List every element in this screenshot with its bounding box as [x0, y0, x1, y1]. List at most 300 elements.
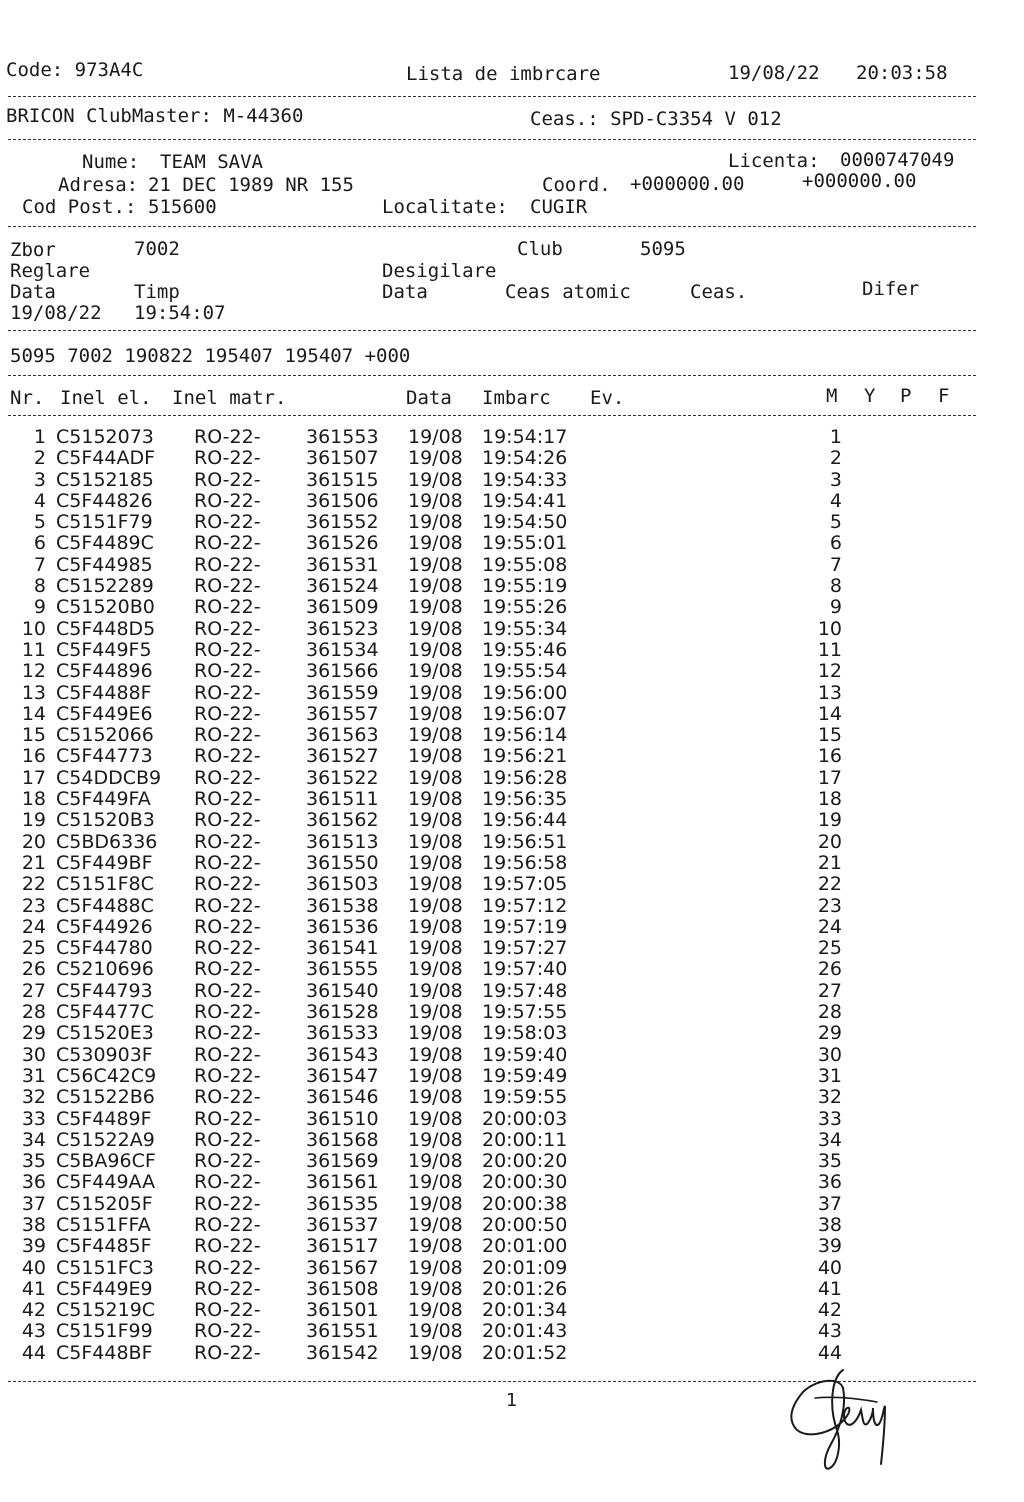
- table-row: [0, 1066, 1024, 1087]
- arrival-date: 19/08: [408, 1064, 463, 1087]
- arrival-date: 19/08: [408, 447, 463, 470]
- ring-number: 361543: [306, 1043, 379, 1066]
- arrival-time: 19:57:55: [482, 1001, 568, 1024]
- ring-number: 361513: [306, 830, 379, 853]
- electronic-ring: C5152289: [56, 575, 154, 598]
- ring-number: 361503: [306, 873, 379, 896]
- arrival-date: 19/08: [408, 532, 463, 555]
- table-row: [0, 576, 1024, 597]
- ring-prefix: RO-22-: [194, 511, 261, 534]
- table-row: [0, 1194, 1024, 1215]
- table-row: [0, 704, 1024, 725]
- table-row: [0, 725, 1024, 746]
- electronic-ring: C51520B0: [56, 596, 155, 619]
- separator: [8, 226, 976, 227]
- electronic-ring: C515219C: [56, 1299, 156, 1322]
- rank-m: 40: [817, 1256, 842, 1279]
- ring-prefix: RO-22-: [194, 702, 261, 725]
- arrival-time: 19:59:49: [482, 1064, 568, 1087]
- row-number: 11: [21, 638, 46, 661]
- rank-m: 37: [817, 1192, 842, 1215]
- ring-number: 361501: [306, 1299, 379, 1322]
- arrival-time: 19:55:08: [482, 553, 568, 576]
- rank-m: 34: [817, 1128, 842, 1151]
- electronic-ring: C5151FFA: [56, 1213, 151, 1236]
- rank-m: 24: [817, 915, 842, 938]
- row-number: 9: [33, 596, 46, 619]
- ring-prefix: RO-22-: [194, 638, 261, 661]
- table-row: [0, 1236, 1024, 1257]
- name-label: Nume:: [82, 151, 140, 173]
- arrival-date: 19/08: [408, 894, 463, 917]
- arrival-time: 19:59:40: [482, 1043, 568, 1066]
- arrival-time: 20:01:00: [482, 1235, 568, 1258]
- table-row: [0, 1109, 1024, 1130]
- arrival-time: 19:57:40: [482, 958, 568, 981]
- locality: CUGIR: [530, 196, 588, 218]
- ring-number: 361510: [306, 1107, 379, 1130]
- arrival-time: 19:54:26: [482, 447, 568, 470]
- electronic-ring: C5F449E9: [56, 1277, 153, 1300]
- row-number: 26: [21, 958, 46, 981]
- rank-m: 17: [817, 766, 842, 789]
- arrival-date: 19/08: [408, 724, 463, 747]
- row-number: 15: [21, 724, 46, 747]
- arrival-time: 20:01:09: [482, 1256, 568, 1279]
- data-label: Data: [10, 281, 56, 303]
- rank-m: 41: [817, 1277, 842, 1300]
- arrival-time: 19:55:34: [482, 617, 568, 640]
- table-row: [0, 1002, 1024, 1023]
- table-row: [0, 619, 1024, 640]
- arrival-time: 20:01:26: [482, 1277, 568, 1300]
- ring-prefix: RO-22-: [194, 553, 261, 576]
- ring-prefix: RO-22-: [194, 1001, 261, 1024]
- arrival-time: 19:54:33: [482, 468, 568, 491]
- arrival-date: 19/08: [408, 1213, 463, 1236]
- ring-prefix: RO-22-: [194, 1235, 261, 1258]
- row-number: 27: [21, 979, 46, 1002]
- timp-label: Timp: [134, 281, 180, 303]
- arrival-date: 19/08: [408, 1022, 463, 1045]
- arrival-time: 19:56:58: [482, 851, 568, 874]
- rank-m: 25: [817, 937, 842, 960]
- table-row: [0, 1172, 1024, 1193]
- row-number: 6: [33, 532, 46, 555]
- table-row: [0, 810, 1024, 831]
- rank-m: 2: [829, 447, 842, 470]
- electronic-ring: C5151F79: [56, 511, 153, 534]
- data-label-2: Data: [382, 281, 428, 303]
- ring-number: 361567: [306, 1256, 379, 1279]
- table-row: [0, 1023, 1024, 1044]
- separator: [8, 415, 976, 416]
- rank-m: 38: [817, 1213, 842, 1236]
- arrival-date: 19/08: [408, 1192, 463, 1215]
- row-number: 8: [33, 575, 46, 598]
- ring-prefix: RO-22-: [194, 809, 261, 832]
- arrival-date: 19/08: [408, 873, 463, 896]
- electronic-ring: C5152066: [56, 724, 154, 747]
- arrival-time: 20:01:52: [482, 1341, 568, 1364]
- arrival-time: 20:00:20: [482, 1150, 568, 1173]
- table-row: [0, 938, 1024, 959]
- arrival-time: 19:57:27: [482, 937, 568, 960]
- table-row: [0, 959, 1024, 980]
- electronic-ring: C5152073: [56, 426, 154, 448]
- arrival-time: 19:56:44: [482, 809, 568, 832]
- arrival-date: 19/08: [408, 702, 463, 725]
- table-row: [0, 427, 1024, 448]
- ring-prefix: RO-22-: [194, 1192, 261, 1215]
- table-row: [0, 512, 1024, 533]
- arrival-date: 19/08: [408, 1299, 463, 1322]
- rank-m: 15: [817, 724, 842, 747]
- arrival-date: 19/08: [408, 958, 463, 981]
- row-number: 28: [21, 1001, 46, 1024]
- arrival-date: 19/08: [408, 979, 463, 1002]
- arrival-date: 19/08: [408, 1086, 463, 1109]
- table-row: [0, 1087, 1024, 1108]
- table-row: [0, 917, 1024, 938]
- col-data: Data: [406, 387, 452, 409]
- electronic-ring: C5151FC3: [56, 1256, 154, 1279]
- ring-prefix: RO-22-: [194, 979, 261, 1002]
- ring-prefix: RO-22-: [194, 724, 261, 747]
- ring-prefix: RO-22-: [194, 1043, 261, 1066]
- electronic-ring: C5BD6336: [56, 830, 158, 853]
- table-row: [0, 896, 1024, 917]
- table-row: [0, 1130, 1024, 1151]
- arrival-time: 20:00:30: [482, 1171, 568, 1194]
- table-row: [0, 1258, 1024, 1279]
- arrival-time: 19:58:03: [482, 1022, 568, 1045]
- arrival-time: 19:55:46: [482, 638, 568, 661]
- arrival-date: 19/08: [408, 553, 463, 576]
- row-number: 10: [21, 617, 46, 640]
- table-row: [0, 555, 1024, 576]
- arrival-date: 19/08: [408, 1171, 463, 1194]
- row-number: 25: [21, 937, 46, 960]
- ring-prefix: RO-22-: [194, 1299, 261, 1322]
- rank-m: 28: [817, 1001, 842, 1024]
- electronic-ring: C5152185: [56, 468, 154, 491]
- ring-prefix: RO-22-: [194, 447, 261, 470]
- ring-number: 361547: [306, 1064, 379, 1087]
- electronic-ring: C5BA96CF: [56, 1150, 156, 1173]
- ring-prefix: RO-22-: [194, 788, 261, 811]
- rank-m: 5: [829, 511, 842, 534]
- electronic-ring: C5F44773: [56, 745, 153, 768]
- row-number: 36: [21, 1171, 46, 1194]
- electronic-ring: C54DDCB9: [56, 766, 162, 789]
- ring-number: 361522: [306, 766, 379, 789]
- electronic-ring: C5F44780: [56, 937, 153, 960]
- address: 21 DEC 1989 NR 155: [148, 174, 354, 196]
- electronic-ring: C5F449F5: [56, 638, 152, 661]
- ring-number: 361507: [306, 447, 379, 470]
- arrival-time: 19:54:41: [482, 489, 568, 512]
- col-nr: Nr.: [10, 387, 45, 409]
- arrival-date: 19/08: [408, 1107, 463, 1130]
- row-number: 35: [21, 1150, 46, 1173]
- rank-m: 36: [817, 1171, 842, 1194]
- arrival-date: 19/08: [408, 1256, 463, 1279]
- table-row: [0, 746, 1024, 767]
- electronic-ring: C5F4488C: [56, 894, 154, 917]
- ring-number: 361542: [306, 1341, 379, 1364]
- arrival-date: 19/08: [408, 1043, 463, 1066]
- rank-m: 29: [817, 1022, 842, 1045]
- ring-number: 361552: [306, 511, 379, 534]
- reglare-label: Reglare: [10, 260, 91, 282]
- ring-number: 361527: [306, 745, 379, 768]
- arrival-time: 19:57:48: [482, 979, 568, 1002]
- row-number: 24: [21, 915, 46, 938]
- table-row: [0, 853, 1024, 874]
- ring-prefix: RO-22-: [194, 1107, 261, 1130]
- arrival-date: 19/08: [408, 681, 463, 704]
- club-label: Club: [517, 238, 563, 260]
- arrival-date: 19/08: [408, 489, 463, 512]
- ring-prefix: RO-22-: [194, 894, 261, 917]
- rank-m: 23: [817, 894, 842, 917]
- print-date: 19/08/22: [728, 62, 820, 84]
- arrival-date: 19/08: [408, 1128, 463, 1151]
- ring-prefix: RO-22-: [194, 1320, 261, 1343]
- arrival-date: 19/08: [408, 809, 463, 832]
- rank-m: 44: [817, 1341, 842, 1364]
- rank-m: 19: [817, 809, 842, 832]
- rank-m: 35: [817, 1150, 842, 1173]
- ring-number: 361517: [306, 1235, 379, 1258]
- electronic-ring: C5F449E6: [56, 702, 153, 725]
- rank-m: 42: [817, 1299, 842, 1322]
- electronic-ring: C5F449FA: [56, 788, 151, 811]
- postal-label: Cod Post.:: [22, 196, 137, 218]
- row-number: 40: [21, 1256, 46, 1279]
- electronic-ring: C56C42C9: [56, 1064, 157, 1087]
- row-number: 30: [21, 1043, 46, 1066]
- rank-m: 26: [817, 958, 842, 981]
- arrival-date: 19/08: [408, 1320, 463, 1343]
- arrival-time: 19:57:12: [482, 894, 568, 917]
- rank-m: 7: [829, 553, 842, 576]
- clubmaster-id: BRICON ClubMaster: M-44360: [6, 105, 304, 127]
- arrival-date: 19/08: [408, 851, 463, 874]
- electronic-ring: C51520B3: [56, 809, 155, 832]
- ring-number: 361562: [306, 809, 379, 832]
- arrival-time: 19:56:51: [482, 830, 568, 853]
- ring-number: 361534: [306, 638, 379, 661]
- rank-m: 18: [817, 788, 842, 811]
- rank-m: 9: [829, 596, 842, 619]
- arrival-date: 19/08: [408, 745, 463, 768]
- rank-m: 21: [817, 851, 842, 874]
- rank-m: 30: [817, 1043, 842, 1066]
- page-number: 1: [506, 1390, 518, 1411]
- row-number: 3: [33, 468, 46, 491]
- ring-prefix: RO-22-: [194, 766, 261, 789]
- table-row: [0, 768, 1024, 789]
- arrival-date: 19/08: [408, 1341, 463, 1364]
- row-number: 7: [33, 553, 46, 576]
- ring-prefix: RO-22-: [194, 575, 261, 598]
- ring-prefix: RO-22-: [194, 596, 261, 619]
- difference-label: Difer: [862, 278, 920, 300]
- row-number: 18: [21, 788, 46, 811]
- ring-number: 361509: [306, 596, 379, 619]
- ring-prefix: RO-22-: [194, 937, 261, 960]
- document-code: Code: 973A4C: [6, 59, 144, 81]
- rank-m: 6: [829, 532, 842, 555]
- license-number: 0000747049: [840, 149, 955, 171]
- ring-number: 361559: [306, 681, 379, 704]
- arrival-date: 19/08: [408, 660, 463, 683]
- reglare-date: 19/08/22: [10, 302, 102, 324]
- row-number: 33: [21, 1107, 46, 1130]
- arrival-date: 19/08: [408, 1235, 463, 1258]
- ring-number: 361511: [306, 788, 379, 811]
- electronic-ring: C5210696: [56, 958, 154, 981]
- print-time: 20:03:58: [856, 62, 948, 84]
- row-number: 20: [21, 830, 46, 853]
- arrival-date: 19/08: [408, 788, 463, 811]
- ring-prefix: RO-22-: [194, 532, 261, 555]
- document-title: Lista de imbrcare: [406, 63, 601, 85]
- arrival-time: 19:55:26: [482, 596, 568, 619]
- col-f: F: [938, 385, 950, 407]
- row-number: 1: [33, 426, 46, 448]
- ring-number: 361566: [306, 660, 379, 683]
- row-number: 4: [33, 489, 46, 512]
- col-inel-matr: Inel matr.: [172, 387, 287, 409]
- arrival-date: 19/08: [408, 617, 463, 640]
- electronic-ring: C5F44793: [56, 979, 153, 1002]
- rank-m: 4: [829, 489, 842, 512]
- ring-number: 361524: [306, 575, 379, 598]
- electronic-ring: C5F448D5: [56, 617, 156, 640]
- arrival-time: 19:55:54: [482, 660, 568, 683]
- ring-prefix: RO-22-: [194, 1064, 261, 1087]
- table-row: [0, 1215, 1024, 1236]
- row-number: 23: [21, 894, 46, 917]
- separator: [8, 96, 976, 97]
- rank-m: 39: [817, 1235, 842, 1258]
- arrival-time: 19:56:14: [482, 724, 568, 747]
- separator: [8, 139, 976, 140]
- ring-number: 361541: [306, 937, 379, 960]
- row-number: 5: [33, 511, 46, 534]
- rank-m: 8: [829, 575, 842, 598]
- row-number: 32: [21, 1086, 46, 1109]
- row-number: 13: [21, 681, 46, 704]
- separator: [8, 375, 976, 376]
- ring-prefix: RO-22-: [194, 745, 261, 768]
- ring-number: 361555: [306, 958, 379, 981]
- electronic-ring: C5F44985: [56, 553, 153, 576]
- table-row: [0, 832, 1024, 853]
- ring-number: 361526: [306, 532, 379, 555]
- address-label: Adresa:: [58, 174, 139, 196]
- ring-number: 361568: [306, 1128, 379, 1151]
- electronic-ring: C5F4489C: [56, 532, 154, 555]
- table-row: [0, 874, 1024, 895]
- electronic-ring: C51522A9: [56, 1128, 155, 1151]
- arrival-date: 19/08: [408, 468, 463, 491]
- electronic-ring: C5F448BF: [56, 1341, 153, 1364]
- ring-number: 361538: [306, 894, 379, 917]
- table-row: [0, 1279, 1024, 1300]
- arrival-time: 20:01:34: [482, 1299, 568, 1322]
- rank-m: 32: [817, 1086, 842, 1109]
- table-row: [0, 1321, 1024, 1342]
- arrival-time: 19:56:07: [482, 702, 568, 725]
- ring-prefix: RO-22-: [194, 1213, 261, 1236]
- electronic-ring: C5F44826: [56, 489, 153, 512]
- ring-number: 361540: [306, 979, 379, 1002]
- rank-m: 11: [817, 638, 842, 661]
- arrival-date: 19/08: [408, 575, 463, 598]
- ring-prefix: RO-22-: [194, 1256, 261, 1279]
- results-table: [0, 427, 1024, 1364]
- table-row: [0, 1343, 1024, 1364]
- postal-code: 515600: [148, 196, 217, 218]
- arrival-date: 19/08: [408, 937, 463, 960]
- ring-prefix: RO-22-: [194, 1171, 261, 1194]
- rank-m: 1: [829, 426, 842, 448]
- table-row: [0, 470, 1024, 491]
- ring-prefix: RO-22-: [194, 1277, 261, 1300]
- rank-m: 16: [817, 745, 842, 768]
- table-row: [0, 683, 1024, 704]
- arrival-time: 19:54:17: [482, 426, 568, 448]
- ring-number: 361536: [306, 915, 379, 938]
- coord-label: Coord.: [542, 174, 611, 196]
- row-number: 21: [21, 851, 46, 874]
- ring-number: 361528: [306, 1001, 379, 1024]
- row-number: 44: [21, 1341, 46, 1364]
- row-number: 39: [21, 1235, 46, 1258]
- row-number: 41: [21, 1277, 46, 1300]
- arrival-date: 19/08: [408, 766, 463, 789]
- ring-prefix: RO-22-: [194, 1150, 261, 1173]
- ring-number: 361535: [306, 1192, 379, 1215]
- row-number: 34: [21, 1128, 46, 1151]
- flight-label: Zbor: [10, 239, 56, 261]
- arrival-time: 20:00:03: [482, 1107, 568, 1130]
- row-number: 37: [21, 1192, 46, 1215]
- separator: [8, 330, 976, 331]
- electronic-ring: C51522B6: [56, 1086, 155, 1109]
- signature-icon: [785, 1368, 905, 1476]
- electronic-ring: C5F4485F: [56, 1235, 152, 1258]
- ring-number: 361506: [306, 489, 379, 512]
- ring-prefix: RO-22-: [194, 873, 261, 896]
- rank-m: 22: [817, 873, 842, 896]
- clock-label: Ceas.: [690, 281, 748, 303]
- coord-lat: +000000.00: [630, 173, 745, 195]
- arrival-time: 20:00:11: [482, 1128, 568, 1151]
- table-row: [0, 1300, 1024, 1321]
- col-p: P: [900, 385, 912, 407]
- desigilare-label: Desigilare: [382, 260, 497, 282]
- ring-number: 361515: [306, 468, 379, 491]
- arrival-time: 20:01:43: [482, 1320, 568, 1343]
- electronic-ring: C5F4489F: [56, 1107, 152, 1130]
- ring-prefix: RO-22-: [194, 830, 261, 853]
- ring-number: 361557: [306, 702, 379, 725]
